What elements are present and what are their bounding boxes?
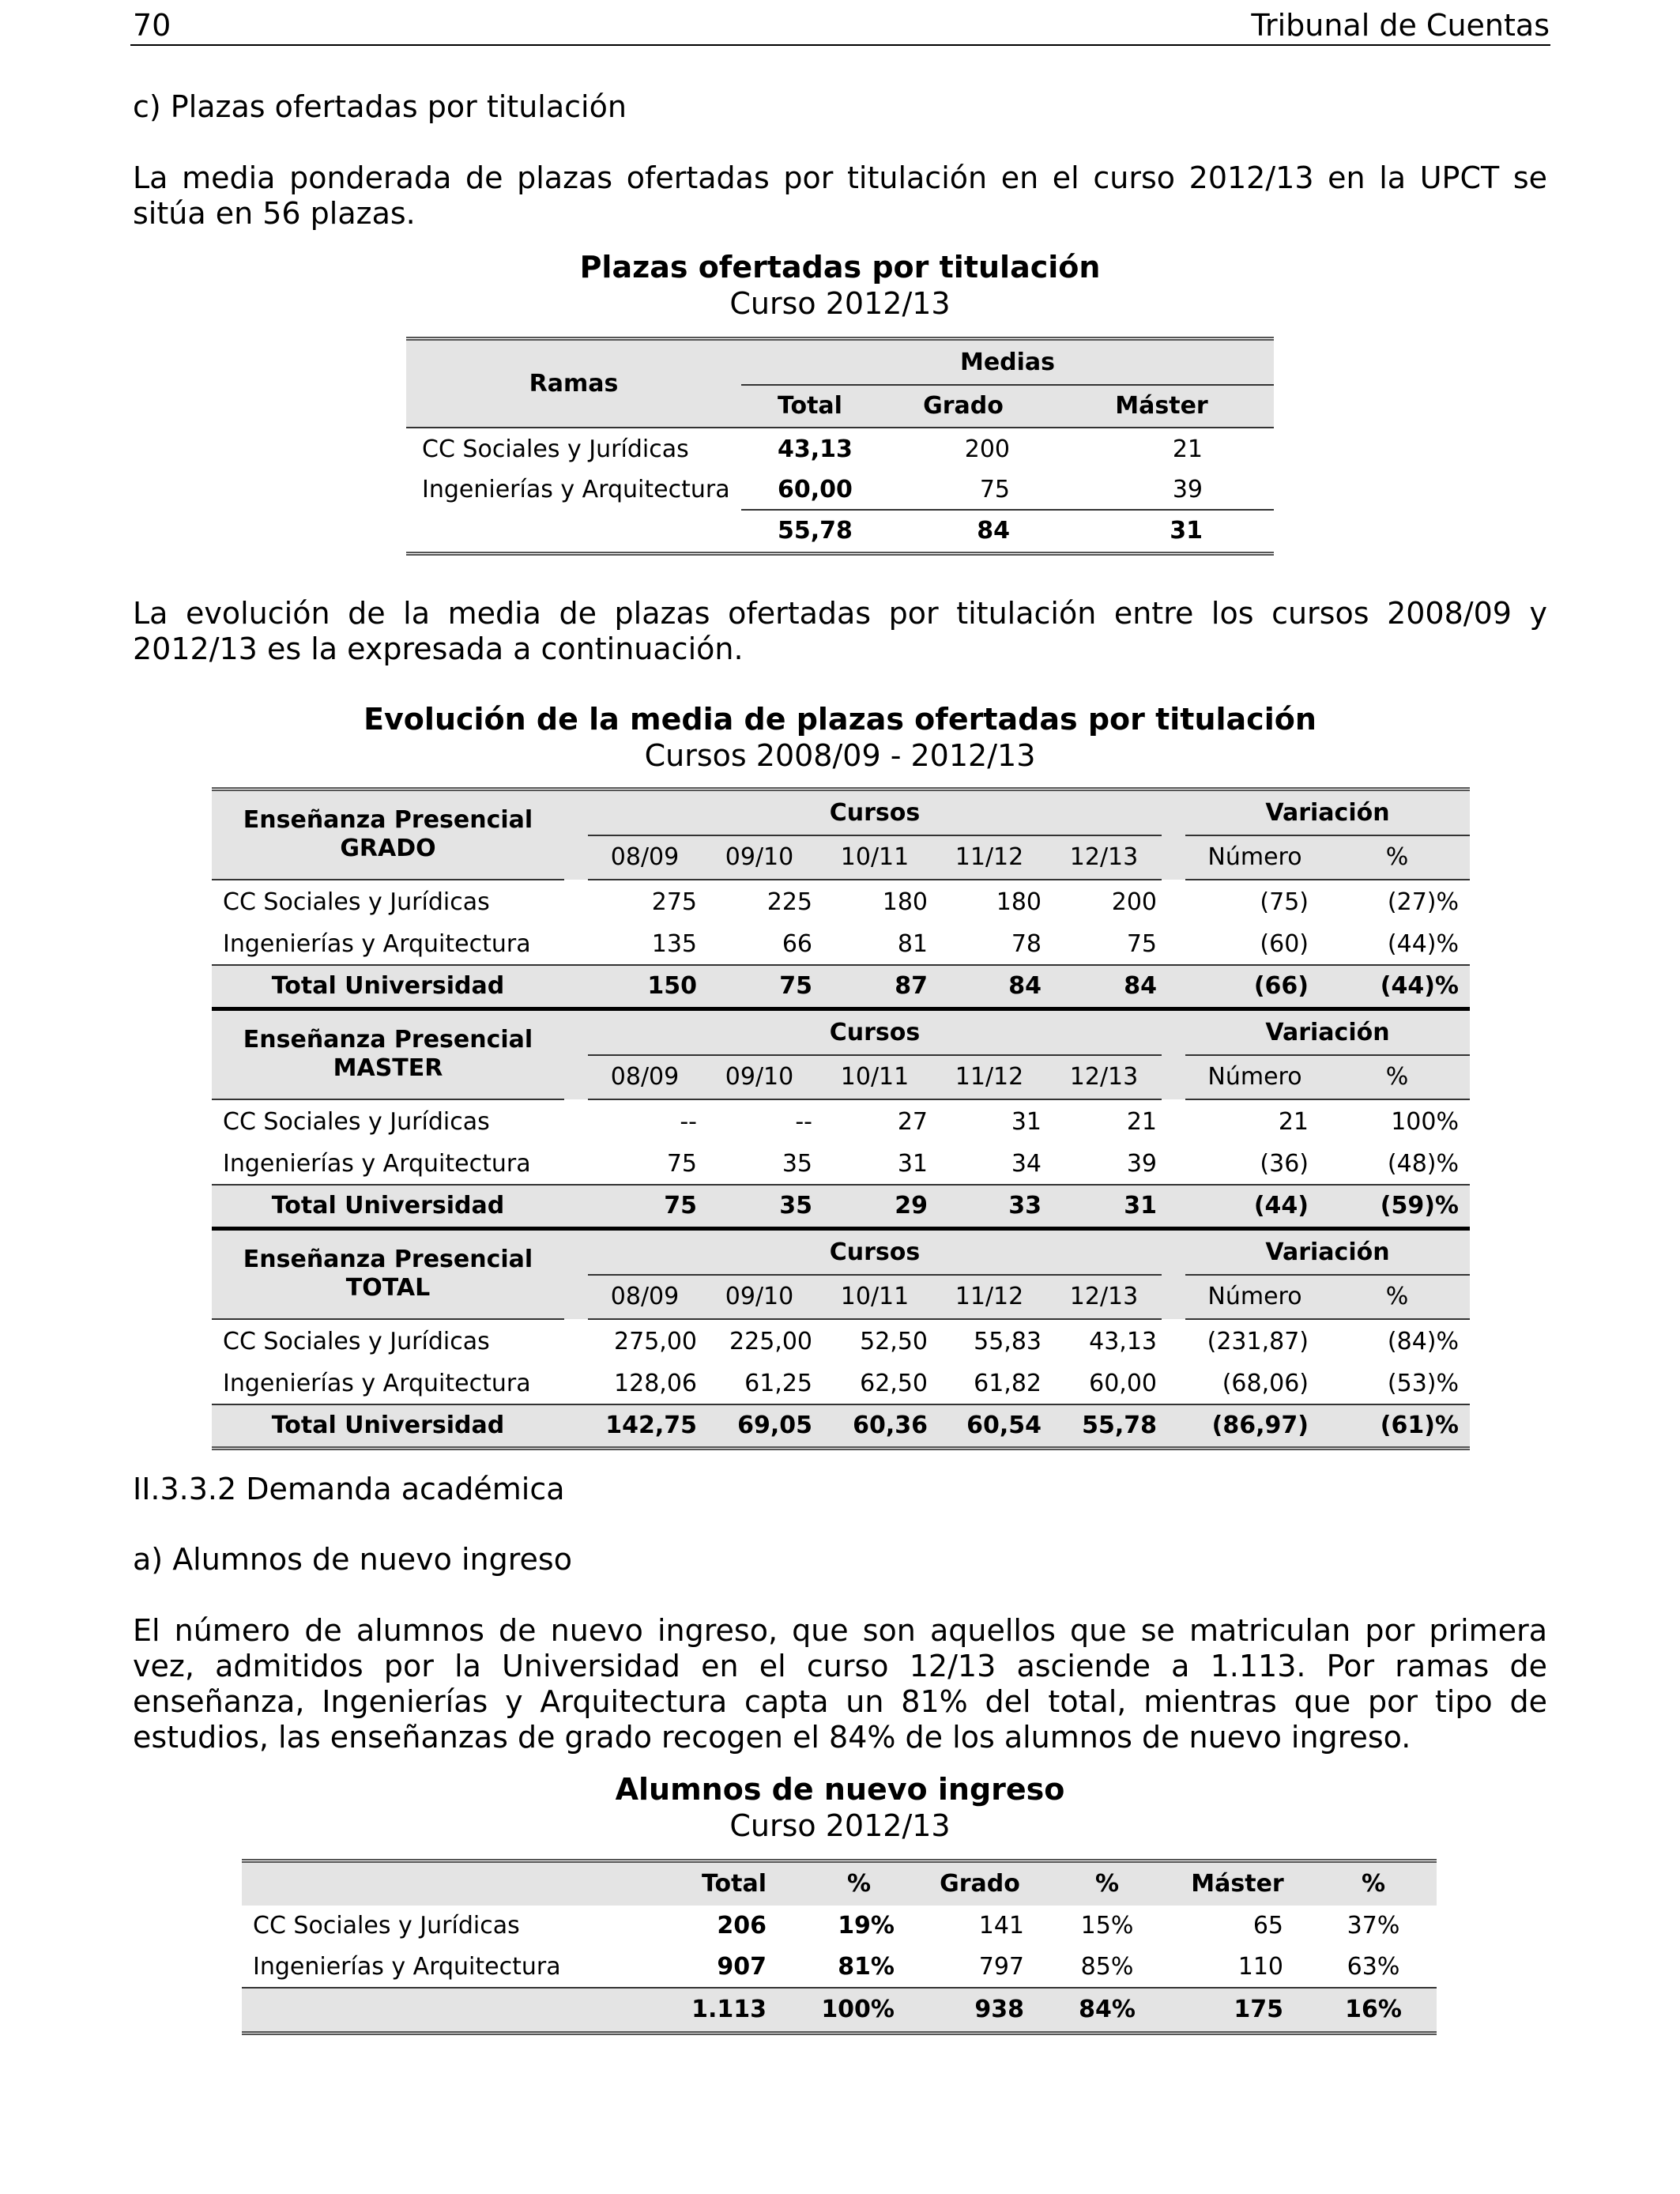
cell-value: 60,54 (966, 1412, 1042, 1440)
header-grado: Grado (877, 385, 1049, 428)
table-row (212, 1099, 1470, 1144)
row-label: CC Sociales y Jurídicas (223, 1327, 490, 1355)
cell-total: 1.113 (691, 1996, 767, 2024)
cell-value: 52,50 (860, 1327, 928, 1355)
cell-value: 78 (1011, 929, 1042, 958)
table-row (212, 1319, 1470, 1363)
table-row (406, 470, 1274, 510)
row-label: CC Sociales y Jurídicas (422, 435, 689, 463)
cell-master: 65 (1252, 1912, 1283, 1940)
cell-numero: (231,87) (1207, 1327, 1309, 1355)
header-year: 10/11 (817, 1275, 932, 1319)
cell-grado: 141 (978, 1912, 1024, 1940)
spacer (1162, 1009, 1185, 1099)
subheading-nuevo-ingreso: a) Alumnos de nuevo ingreso (133, 1542, 572, 1577)
header-numero: Número (1185, 835, 1324, 880)
cell-pct: (53)% (1387, 1369, 1459, 1397)
paragraph-evolucion: La evolución de la media de plazas ofertadas por titulación entre los cursos 2008/09 y 2012/13 es la expresada a continuación. (133, 596, 1547, 666)
block-label (212, 1229, 564, 1319)
block-label (212, 1009, 564, 1099)
cell-numero: (44) (1253, 1192, 1309, 1220)
spacer (1162, 1319, 1185, 1363)
header-master: Máster (1049, 385, 1274, 428)
cell-total: 60,00 (778, 475, 853, 503)
table-total-row (406, 510, 1274, 554)
header-total: Total (702, 1870, 767, 1898)
table1-title: Plazas ofertadas por titulación (579, 250, 1101, 285)
table-alumnos-nuevo-ingreso (242, 1859, 1437, 2035)
cell-pct: 37% (1347, 1912, 1400, 1940)
header-year: 09/10 (702, 835, 817, 880)
cell-value: 87 (895, 972, 928, 1001)
table3-subtitle: Curso 2012/13 (729, 1808, 951, 1843)
cell-value: 150 (647, 972, 697, 1001)
cell-value: 33 (1008, 1192, 1042, 1220)
spacer (1162, 1229, 1185, 1319)
header-year: 08/09 (588, 1275, 702, 1319)
cell-pct: 16% (1345, 1996, 1402, 2024)
table-row (242, 1947, 1437, 1988)
header-year: 08/09 (588, 835, 702, 880)
cell-value: 61,25 (744, 1369, 812, 1397)
spacer (564, 965, 588, 1009)
spacer (564, 1185, 588, 1229)
cell-grado: 938 (974, 1996, 1024, 2024)
cell-pct: 84% (1079, 1996, 1136, 2024)
table-total-row (242, 1988, 1437, 2034)
cell-numero: (86,97) (1211, 1412, 1309, 1440)
section-heading-plazas: c) Plazas ofertadas por titulación (133, 89, 627, 124)
header-pct: % (1324, 1055, 1470, 1099)
total-label: Total Universidad (271, 1192, 505, 1220)
cell-pct: 100% (821, 1996, 895, 2024)
cell-value: 61,82 (974, 1369, 1042, 1397)
table-row (212, 1144, 1470, 1185)
cell-value: 31 (1011, 1107, 1042, 1136)
cell-numero: (75) (1260, 888, 1309, 916)
cell-value: 84 (1008, 972, 1042, 1001)
spacer (564, 790, 588, 880)
cell-value: 55,78 (1082, 1412, 1157, 1440)
cell-pct: 15% (1080, 1912, 1134, 1940)
cell-value: 35 (779, 1192, 812, 1220)
cell-value: 275 (651, 888, 697, 916)
header-year: 11/12 (932, 1275, 1046, 1319)
cell-value: -- (680, 1107, 697, 1136)
header-master: Máster (1191, 1870, 1284, 1898)
spacer (1162, 965, 1185, 1009)
header-cursos: Cursos (588, 1009, 1162, 1055)
header-cursos: Cursos (588, 790, 1162, 835)
header-variacion: Variación (1185, 1229, 1470, 1275)
cell-grado: 84 (877, 510, 1049, 554)
cell-numero: (60) (1260, 929, 1309, 958)
header-pct: % (1324, 1275, 1470, 1319)
header-grado: Grado (940, 1870, 1020, 1898)
cell-value: 225,00 (729, 1327, 812, 1355)
spacer (564, 1009, 588, 1099)
cell-value: 75 (664, 1192, 697, 1220)
cell-value: 128,06 (614, 1369, 697, 1397)
cell-value: 62,50 (860, 1369, 928, 1397)
total-label: Total Universidad (271, 972, 505, 1001)
cell-pct: (59)% (1380, 1192, 1459, 1220)
cell-value: 225 (767, 888, 812, 916)
cell-value: 21 (1126, 1107, 1157, 1136)
cell-master: 39 (1172, 475, 1203, 503)
block-header-row (212, 790, 1470, 835)
block-label-line2: MASTER (333, 1054, 443, 1083)
cell-grado: 200 (964, 435, 1010, 463)
cell-pct: 63% (1347, 1952, 1400, 1981)
cell-value: 39 (1126, 1149, 1157, 1178)
spacer (564, 924, 588, 965)
spacer (564, 1363, 588, 1404)
cell-value: 60,00 (1089, 1369, 1157, 1397)
table-row (406, 428, 1274, 470)
block-label-line1: Enseñanza Presencial (243, 1246, 533, 1274)
header-year: 11/12 (932, 835, 1046, 880)
cell-pct: (27)% (1387, 888, 1459, 916)
header-cursos: Cursos (588, 1229, 1162, 1275)
cell-value: 60,36 (853, 1412, 928, 1440)
cell-master: 31 (1049, 510, 1274, 554)
header-empty (242, 1861, 657, 1906)
table1-subtitle: Curso 2012/13 (729, 286, 951, 321)
row-label: Ingenierías y Arquitectura (223, 1369, 531, 1397)
cell-value: 55,83 (974, 1327, 1042, 1355)
cell-value: 142,75 (605, 1412, 697, 1440)
cell-value: 180 (996, 888, 1042, 916)
cell-numero: (68,06) (1222, 1369, 1309, 1397)
header-pct: % (846, 1870, 871, 1898)
cell-value: 43,13 (1089, 1327, 1157, 1355)
cell-pct: 81% (838, 1952, 895, 1981)
block-label-line1: Enseñanza Presencial (243, 1026, 533, 1054)
table-total-row (212, 1404, 1470, 1449)
block-label-line1: Enseñanza Presencial (243, 806, 533, 835)
row-label: Ingenierías y Arquitectura (422, 476, 730, 503)
cell-total: 43,13 (778, 435, 853, 463)
header-variacion: Variación (1185, 790, 1470, 835)
block-header-row (212, 1009, 1470, 1055)
header-medias: Medias (741, 339, 1274, 385)
cell-numero: 21 (1278, 1107, 1309, 1136)
section-heading-demanda: II.3.3.2 Demanda académica (133, 1472, 565, 1506)
cell-value: -- (795, 1107, 812, 1136)
header-year: 10/11 (817, 1055, 932, 1099)
cell-pct: (48)% (1387, 1149, 1459, 1178)
header-year: 12/13 (1046, 835, 1162, 880)
cell-master: 110 (1237, 1952, 1283, 1981)
spacer (564, 1099, 588, 1144)
spacer (564, 1229, 588, 1319)
spacer (1162, 1099, 1185, 1144)
cell-value: 81 (897, 929, 928, 958)
row-label-empty (242, 1988, 657, 2034)
row-label: CC Sociales y Jurídicas (253, 1912, 520, 1940)
cell-value: 135 (651, 929, 697, 958)
cell-value: 69,05 (737, 1412, 812, 1440)
header-pct: % (1094, 1870, 1120, 1898)
cell-value: 31 (897, 1149, 928, 1178)
cell-pct: (44)% (1387, 929, 1459, 958)
row-label: Ingenierías y Arquitectura (223, 1149, 531, 1178)
header-numero: Número (1185, 1055, 1324, 1099)
header-ramas: Ramas (406, 339, 741, 428)
cell-total: 206 (717, 1912, 767, 1940)
block-label-line2: TOTAL (345, 1274, 431, 1302)
spacer (1162, 924, 1185, 965)
header-total: Total (741, 385, 877, 428)
cell-pct: 85% (1080, 1952, 1134, 1981)
block-label (212, 790, 564, 880)
header-year: 08/09 (588, 1055, 702, 1099)
cell-total: 55,78 (741, 510, 877, 554)
total-label: Total Universidad (271, 1412, 505, 1440)
header-rule (130, 44, 1550, 46)
spacer (564, 1319, 588, 1363)
spacer (1162, 1404, 1185, 1449)
cell-value: 200 (1111, 888, 1157, 916)
header-pct: % (1361, 1870, 1386, 1898)
header-year: 11/12 (932, 1055, 1046, 1099)
cell-grado: 75 (979, 475, 1010, 503)
table3-title: Alumnos de nuevo ingreso (615, 1772, 1065, 1807)
cell-value: 180 (882, 888, 928, 916)
table2-subtitle: Cursos 2008/09 - 2012/13 (644, 738, 1036, 773)
cell-pct: (61)% (1380, 1412, 1459, 1440)
cell-value: 275,00 (614, 1327, 697, 1355)
paragraph-alumnos: El número de alumnos de nuevo ingreso, que son aquellos que se matriculan por primera vez, admitidos por la Universidad en el curso 12/13 asciende a 1.113. Por ramas de enseñanza, Ingenierías y Arquitectura capta un 81% del total, mientras que por tipo de estudios, las enseñanzas de grado recogen el 84% de los alumnos de nuevo ingreso. (133, 1613, 1547, 1755)
paragraph-media-ponderada: La media ponderada de plazas ofertadas por titulación en el curso 2012/13 en la UPCT se sitúa en 56 plazas. (133, 160, 1547, 231)
cell-numero: (66) (1253, 972, 1309, 1001)
cell-pct: 100% (1391, 1107, 1459, 1136)
cell-value: 84 (1124, 972, 1157, 1001)
spacer (1162, 790, 1185, 880)
cell-master: 21 (1172, 435, 1203, 463)
header-pct: % (1324, 835, 1470, 880)
table-row (242, 1906, 1437, 1947)
cell-master: 175 (1234, 1996, 1283, 2024)
table-total-row (212, 965, 1470, 1009)
cell-value: 75 (1126, 929, 1157, 958)
cell-value: 75 (666, 1149, 697, 1178)
cell-value: 31 (1124, 1192, 1157, 1220)
header-year: 09/10 (702, 1275, 817, 1319)
header-year: 12/13 (1046, 1055, 1162, 1099)
header-year: 12/13 (1046, 1275, 1162, 1319)
spacer (1162, 1185, 1185, 1229)
block-label-line2: GRADO (340, 835, 436, 863)
cell-value: 29 (895, 1192, 928, 1220)
cell-total: 907 (717, 1952, 767, 1981)
block-header-row (212, 1229, 1470, 1275)
cell-value: 66 (782, 929, 812, 958)
cell-value: 27 (897, 1107, 928, 1136)
row-label: CC Sociales y Jurídicas (223, 1107, 490, 1136)
table-plazas-ofertadas (406, 337, 1274, 556)
cell-value: 34 (1011, 1149, 1042, 1178)
cell-value: 75 (779, 972, 812, 1001)
spacer (1162, 1144, 1185, 1185)
row-label-empty (406, 510, 741, 554)
header-numero: Número (1185, 1275, 1324, 1319)
spacer (1162, 880, 1185, 924)
header-year: 09/10 (702, 1055, 817, 1099)
table2-title: Evolución de la media de plazas ofertadas por titulación (363, 702, 1317, 737)
row-label: CC Sociales y Jurídicas (223, 888, 490, 916)
cell-pct: 19% (838, 1912, 895, 1940)
table-row (212, 1363, 1470, 1404)
row-label: Ingenierías y Arquitectura (223, 929, 531, 958)
header-variacion: Variación (1185, 1009, 1470, 1055)
table-total-row (212, 1185, 1470, 1229)
cell-value: 35 (782, 1149, 812, 1178)
page-number: 70 (133, 8, 171, 43)
spacer (564, 1404, 588, 1449)
header-year: 10/11 (817, 835, 932, 880)
row-label: Ingenierías y Arquitectura (253, 1952, 561, 1981)
table-evolucion (212, 787, 1470, 1450)
cell-grado: 797 (978, 1952, 1024, 1981)
spacer (564, 880, 588, 924)
cell-pct: (84)% (1387, 1327, 1459, 1355)
table-row (212, 880, 1470, 924)
spacer (1162, 1363, 1185, 1404)
cell-numero: (36) (1260, 1149, 1309, 1178)
cell-pct: (44)% (1380, 972, 1459, 1001)
spacer (564, 1144, 588, 1185)
table-row (212, 924, 1470, 965)
running-title: Tribunal de Cuentas (1251, 8, 1550, 43)
